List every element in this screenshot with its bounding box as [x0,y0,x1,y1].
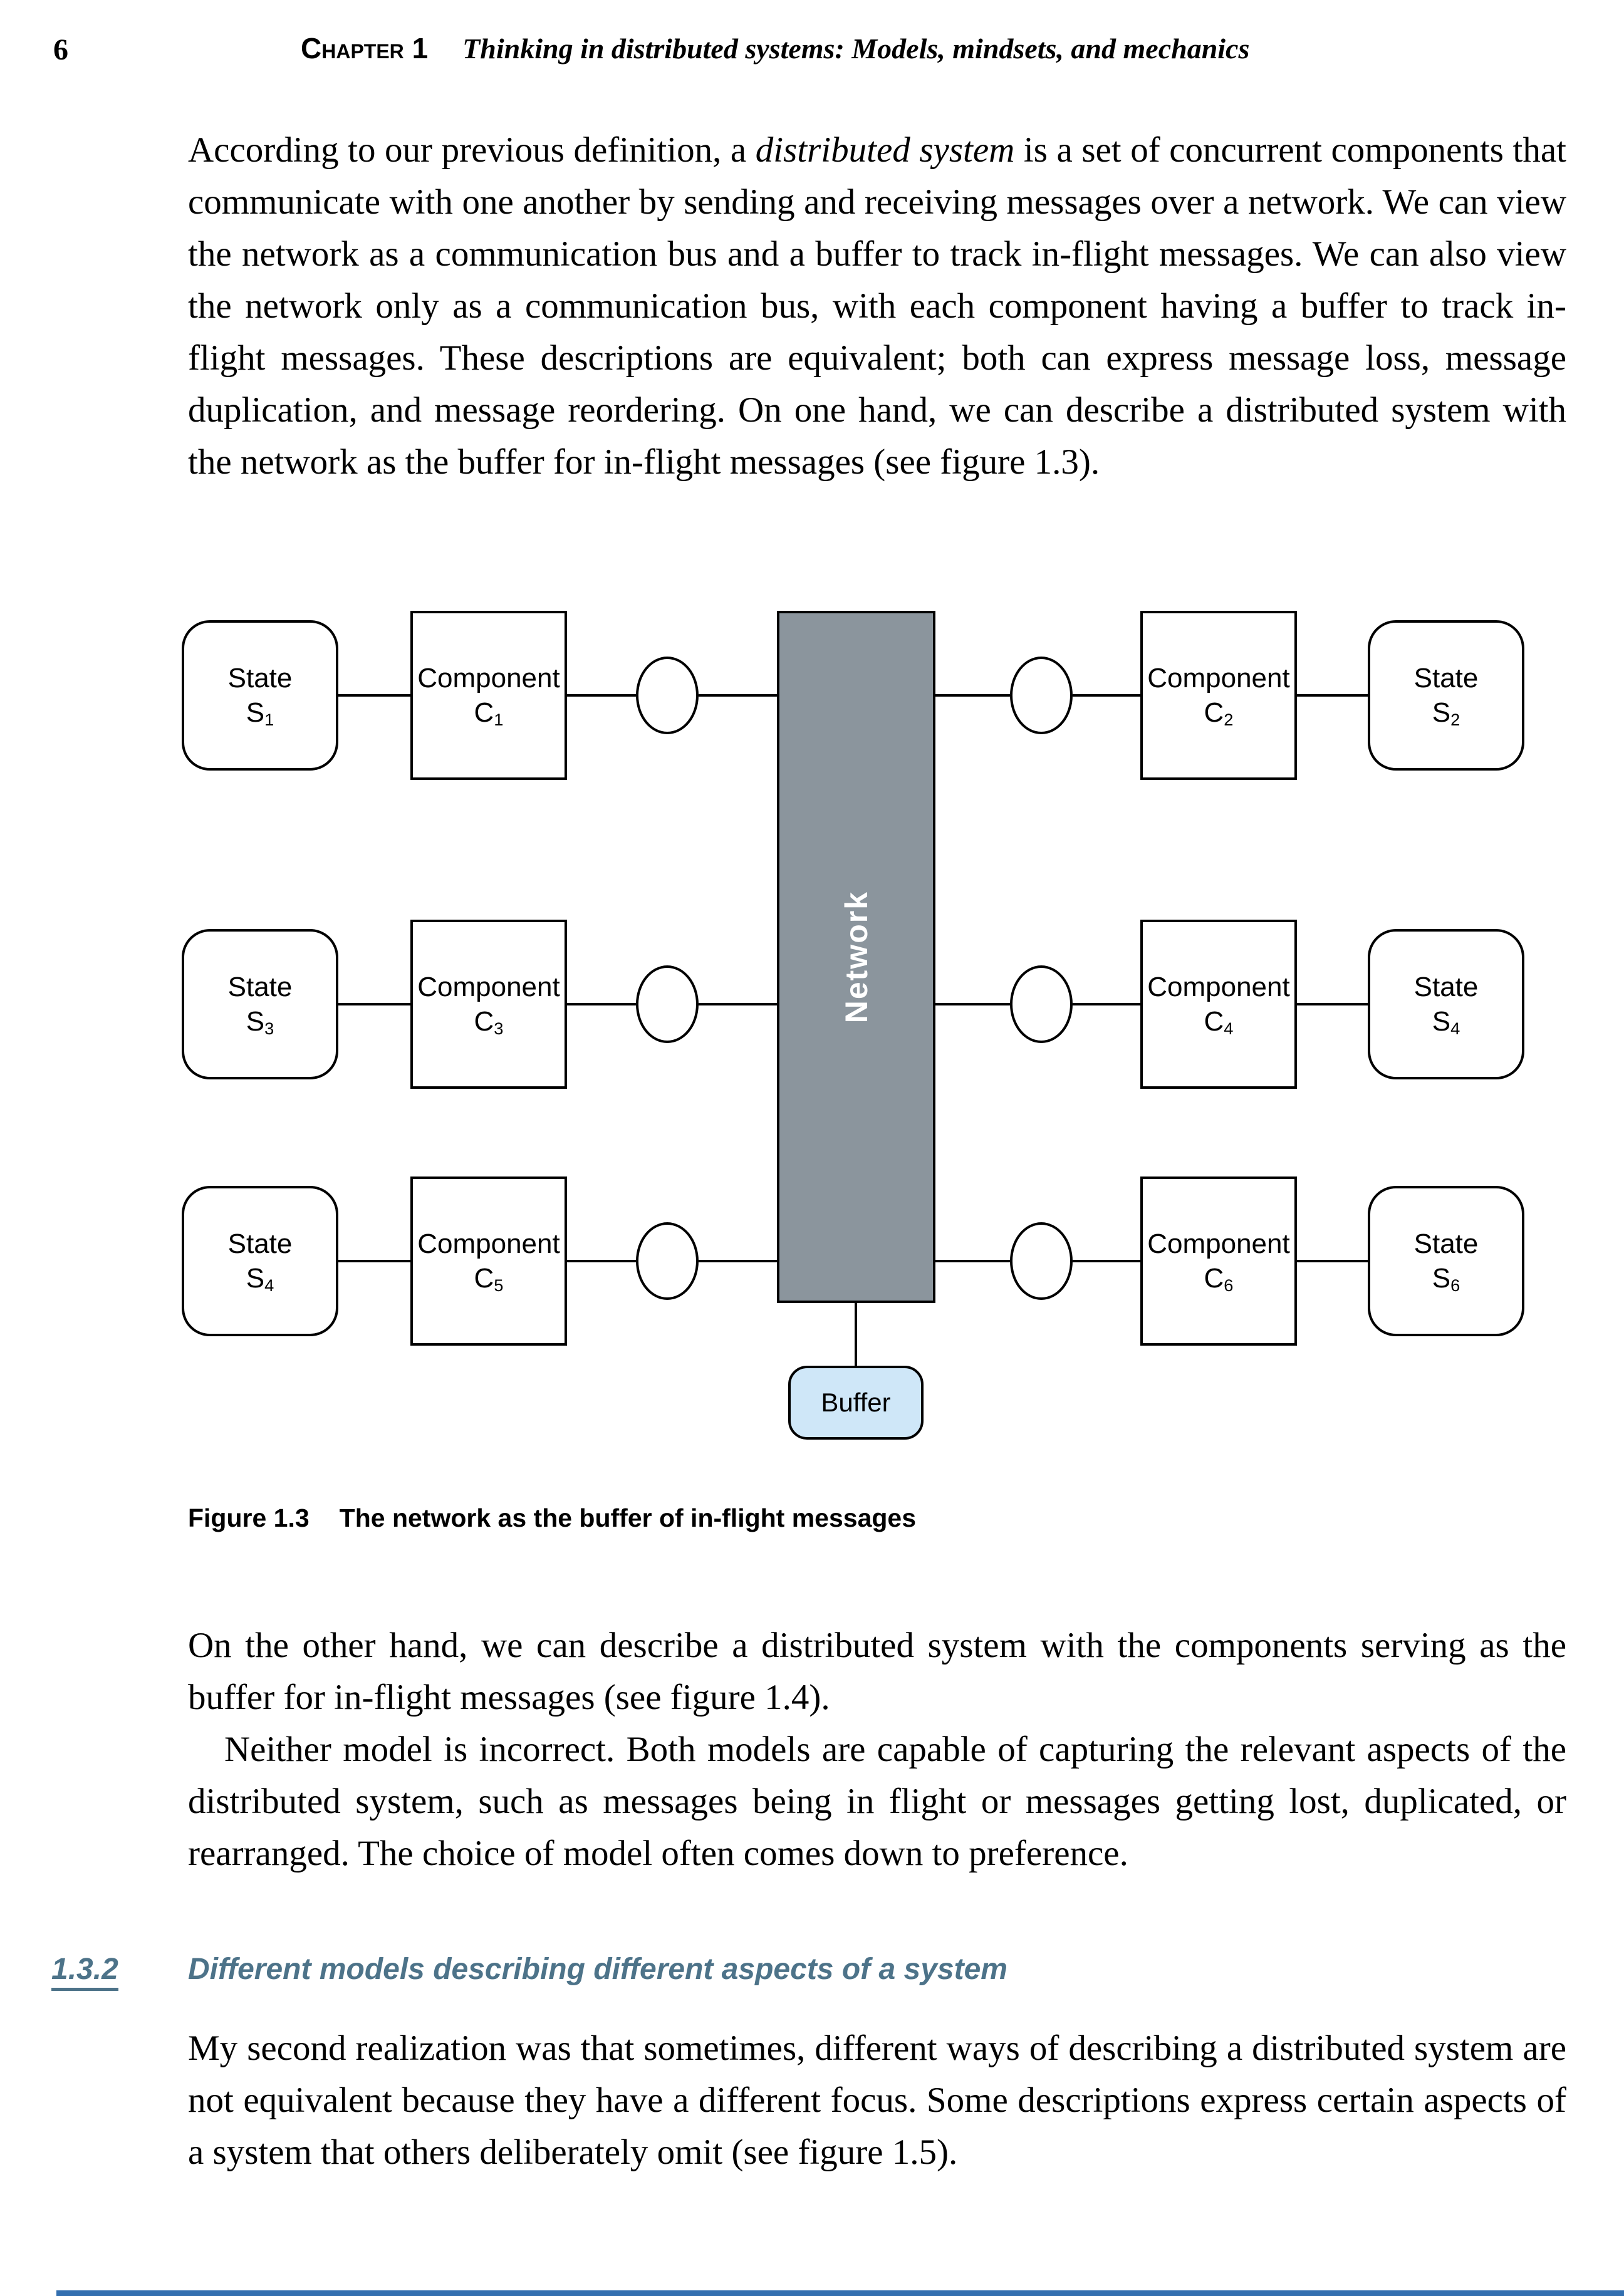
port-ellipse [1010,1222,1073,1300]
chapter-title: Thinking in distributed systems: Models, mindsets, and mechanics [462,33,1250,65]
component-c4-label: Component $C_4$ [1147,972,1290,1038]
connector-line [935,1260,1010,1262]
diagram-row-3 [0,1177,1624,1346]
connector-line [1297,1260,1368,1262]
paragraph-3: Neither model is incorrect. Both models are capable of capturing the relevant aspects of the distributed system, such as messages being in flight or messages getting lost, duplicated, or rearranged. The choice of model often comes down to preference. [188,1730,1566,1873]
connector-line [699,1003,777,1005]
component-node-c2 [1140,611,1297,780]
state-s3-label: State $S_3$ [227,972,293,1038]
state-s4-label: State $S_4$ [1413,972,1479,1038]
state-s4b-label: State $S_4$ [227,1229,293,1295]
state-node-s4 [1368,929,1524,1079]
bottom-rule [56,2290,1624,2296]
connector-line [338,1003,410,1005]
state-s1-label: State $S_1$ [227,663,293,729]
port-ellipse [636,657,699,734]
port-ellipse [1010,965,1073,1043]
paragraph-4 [188,2022,1566,2178]
diagram-row-1 [0,611,1624,780]
component-c5-label: Component $C_5$ [417,1229,560,1295]
state-node-s2 [1368,620,1524,771]
buffer-node [788,1366,924,1440]
section-number: 1.3.2 [51,1952,118,1991]
connector-line [338,694,410,697]
chapter-label: Chapter 1 [301,32,429,65]
connector-line [699,694,777,697]
state-node-s4b [182,1186,338,1336]
connector-line [567,1003,636,1005]
component-node-c1 [410,611,567,780]
paragraph-block-2 [188,1619,1566,1879]
p1-post: is a set of concurrent components that communicate with one another by sending and receiving messages over a network. We can view the network as a communication bus and a buffer to track in-flight messages. We can also view the network only as a communication bus, with each component having a buffer to track in-flight messages. These descriptions are equivalent; both can express message loss, message duplication, and message reordering. On one hand, we can describe a distributed system with the network as the buffer for in-flight messages (see figure 1.3). [188,130,1566,482]
section-title: Different models describing different aspects of a system [188,1953,1007,1986]
connector-line [567,694,636,697]
component-c2-label: Component $C_2$ [1147,663,1290,729]
page-number: 6 [53,33,68,66]
figure-caption [188,1504,1566,1533]
port-ellipse [636,965,699,1043]
component-node-c5 [410,1177,567,1346]
connector-line [1073,1260,1140,1262]
buffer-label: Buffer [821,1388,891,1417]
connector-line [935,694,1010,697]
port-ellipse [636,1222,699,1300]
state-s6-label: State $S_6$ [1413,1229,1479,1295]
component-node-c4 [1140,920,1297,1089]
state-s2-label: State $S_2$ [1413,663,1479,729]
state-node-s3 [182,929,338,1079]
paragraph-4-text: My second realization was that sometimes, different ways of describing a distributed system are not equivalent because they have a different focus. Some descriptions express certain aspects of a system that others deliberately omit (see figure 1.5). [188,2028,1566,2172]
p1-pre: According to our previous definition, a [188,130,756,170]
connector-line [567,1260,636,1262]
figure-caption-label: Figure 1.3 [188,1504,310,1532]
connector-line [338,1260,410,1262]
connector-line [1073,694,1140,697]
connector-line [1073,1003,1140,1005]
figure-caption-text: The network as the buffer of in-flight messages [339,1504,917,1532]
port-ellipse [1010,657,1073,734]
connector-line [699,1260,777,1262]
p1-italic-term: distributed system [755,130,1015,170]
component-c3-label: Component $C_3$ [417,972,560,1038]
diagram-row-2 [0,920,1624,1089]
connector-line [1297,694,1368,697]
connector-line [1297,1003,1368,1005]
component-node-c6 [1140,1177,1297,1346]
component-node-c3 [410,920,567,1089]
connector-line [935,1003,1010,1005]
paragraph-2: On the other hand, we can describe a distributed system with the components serving as the buffer for in-flight messages (see figure 1.4). [188,1626,1566,1717]
network-label: Network [838,890,874,1024]
network-buffer-connector [855,1303,857,1367]
component-c1-label: Component $C_1$ [417,663,560,729]
state-node-s6 [1368,1186,1524,1336]
state-node-s1 [182,620,338,771]
component-c6-label: Component $C_6$ [1147,1229,1290,1295]
